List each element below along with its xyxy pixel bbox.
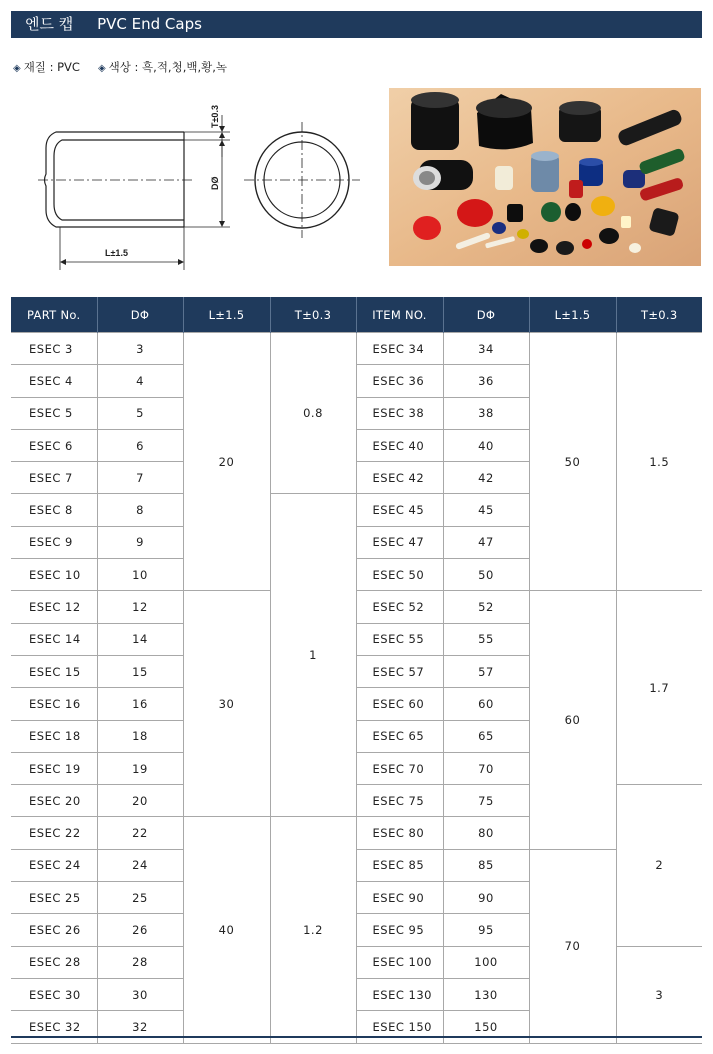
diameter-cell: 30 (97, 978, 183, 1010)
item-number-cell: ESEC 85 (356, 849, 443, 881)
diameter-cell: 50 (443, 559, 529, 591)
item-number-cell: ESEC 55 (356, 623, 443, 655)
length-cell: 30 (183, 591, 270, 817)
diameter-cell: 130 (443, 978, 529, 1010)
title-korean: 엔드 캡 (25, 15, 74, 33)
thickness-cell: 1 (270, 494, 356, 817)
diameter-cell: 16 (97, 688, 183, 720)
item-number-cell: ESEC 80 (356, 817, 443, 849)
part-number-cell: ESEC 19 (11, 752, 97, 784)
item-number-cell: ESEC 36 (356, 365, 443, 397)
diameter-cell: 75 (443, 785, 529, 817)
part-number-cell: ESEC 8 (11, 494, 97, 526)
length-cell: 50 (529, 333, 616, 591)
header-length: L±1.5 (183, 297, 270, 333)
diameter-cell: 5 (97, 397, 183, 429)
item-number-cell: ESEC 38 (356, 397, 443, 429)
item-number-cell: ESEC 47 (356, 526, 443, 558)
diameter-cell: 52 (443, 591, 529, 623)
part-number-cell: ESEC 20 (11, 785, 97, 817)
item-number-cell: ESEC 100 (356, 946, 443, 978)
header-part-no: PART No. (11, 297, 97, 333)
diameter-cell: 32 (97, 1011, 183, 1043)
part-number-cell: ESEC 9 (11, 526, 97, 558)
technical-drawing (32, 90, 362, 275)
thickness-cell: 1.2 (270, 817, 356, 1043)
spec-color: 색상 : 흑,적,청,백,황,녹 (108, 60, 227, 74)
length-label: L±1.5 (105, 248, 128, 258)
diameter-cell: 36 (443, 365, 529, 397)
part-number-cell: ESEC 25 (11, 882, 97, 914)
diameter-cell: 8 (97, 494, 183, 526)
diameter-cell: 42 (443, 462, 529, 494)
diameter-cell: 4 (97, 365, 183, 397)
diameter-cell: 57 (443, 655, 529, 687)
diameter-cell: 85 (443, 849, 529, 881)
diameter-cell: 12 (97, 591, 183, 623)
part-number-cell: ESEC 18 (11, 720, 97, 752)
diameter-cell: 60 (443, 688, 529, 720)
cap-side-view (45, 132, 185, 227)
diameter-cell: 80 (443, 817, 529, 849)
diameter-cell: 7 (97, 462, 183, 494)
diameter-cell: 65 (443, 720, 529, 752)
table-row (11, 333, 702, 365)
item-number-cell: ESEC 130 (356, 978, 443, 1010)
thickness-cell: 2 (616, 785, 702, 946)
spec-table-body (11, 333, 702, 1044)
item-number-cell: ESEC 150 (356, 1011, 443, 1043)
item-number-cell: ESEC 90 (356, 882, 443, 914)
part-number-cell: ESEC 28 (11, 946, 97, 978)
diameter-cell: 26 (97, 914, 183, 946)
diameter-cell: 15 (97, 655, 183, 687)
part-number-cell: ESEC 14 (11, 623, 97, 655)
diameter-cell: 34 (443, 333, 529, 365)
spec-table (11, 297, 702, 1044)
diameter-cell: 24 (97, 849, 183, 881)
diameter-cell: 18 (97, 720, 183, 752)
table-header-row (11, 297, 702, 333)
part-number-cell: ESEC 5 (11, 397, 97, 429)
diameter-cell: 22 (97, 817, 183, 849)
thickness-cell: 1.7 (616, 591, 702, 785)
length-cell: 20 (183, 333, 270, 591)
item-number-cell: ESEC 60 (356, 688, 443, 720)
part-number-cell: ESEC 32 (11, 1011, 97, 1043)
diameter-cell: 90 (443, 882, 529, 914)
diameter-cell: 25 (97, 882, 183, 914)
spec-line (13, 59, 227, 75)
diameter-cell: 70 (443, 752, 529, 784)
diameter-cell: 6 (97, 429, 183, 461)
part-number-cell: ESEC 15 (11, 655, 97, 687)
item-number-cell: ESEC 65 (356, 720, 443, 752)
diameter-cell: 10 (97, 559, 183, 591)
part-number-cell: ESEC 4 (11, 365, 97, 397)
item-number-cell: ESEC 42 (356, 462, 443, 494)
diameter-cell: 20 (97, 785, 183, 817)
item-number-cell: ESEC 50 (356, 559, 443, 591)
item-number-cell: ESEC 52 (356, 591, 443, 623)
header-thickness: T±0.3 (270, 297, 356, 333)
length-cell: 60 (529, 591, 616, 849)
spec-material: 재질 : PVC (23, 60, 80, 74)
diameter-cell: 9 (97, 526, 183, 558)
item-number-cell: ESEC 95 (356, 914, 443, 946)
table-row (11, 849, 702, 881)
length-cell: 40 (183, 817, 270, 1043)
part-number-cell: ESEC 10 (11, 559, 97, 591)
diameter-cell: 55 (443, 623, 529, 655)
diameter-cell: 100 (443, 946, 529, 978)
header-length: L±1.5 (529, 297, 616, 333)
thickness-cell: 0.8 (270, 333, 356, 494)
part-number-cell: ESEC 12 (11, 591, 97, 623)
part-number-cell: ESEC 26 (11, 914, 97, 946)
thickness-cell: 1.5 (616, 333, 702, 591)
diameter-cell: 40 (443, 429, 529, 461)
thickness-cell: 3 (616, 946, 702, 1043)
diameter-label: DØ (210, 176, 220, 190)
table-bottom-rule (11, 1036, 702, 1038)
part-number-cell: ESEC 24 (11, 849, 97, 881)
diameter-cell: 38 (443, 397, 529, 429)
part-number-cell: ESEC 22 (11, 817, 97, 849)
diamond-bullet-icon: ◈ (13, 63, 21, 74)
diameter-cell: 150 (443, 1011, 529, 1043)
part-number-cell: ESEC 3 (11, 333, 97, 365)
part-number-cell: ESEC 16 (11, 688, 97, 720)
header-thickness: T±0.3 (616, 297, 702, 333)
diameter-cell: 47 (443, 526, 529, 558)
item-number-cell: ESEC 75 (356, 785, 443, 817)
diamond-bullet-icon: ◈ (97, 63, 106, 74)
length-cell: 70 (529, 849, 616, 1043)
item-number-cell: ESEC 57 (356, 655, 443, 687)
part-number-cell: ESEC 30 (11, 978, 97, 1010)
diameter-cell: 14 (97, 623, 183, 655)
title-english: PVC End Caps (97, 15, 202, 33)
header-diameter: DΦ (97, 297, 183, 333)
header-item-no: ITEM NO. (356, 297, 443, 333)
diameter-cell: 3 (97, 333, 183, 365)
item-number-cell: ESEC 34 (356, 333, 443, 365)
item-number-cell: ESEC 45 (356, 494, 443, 526)
product-photo (389, 88, 701, 266)
page-title (11, 11, 702, 38)
thickness-label: T±0.3 (210, 105, 220, 128)
diameter-cell: 95 (443, 914, 529, 946)
header-diameter: DΦ (443, 297, 529, 333)
diameter-cell: 19 (97, 752, 183, 784)
part-number-cell: ESEC 7 (11, 462, 97, 494)
item-number-cell: ESEC 40 (356, 429, 443, 461)
table-row (11, 591, 702, 623)
diameter-cell: 45 (443, 494, 529, 526)
diameter-cell: 28 (97, 946, 183, 978)
item-number-cell: ESEC 70 (356, 752, 443, 784)
part-number-cell: ESEC 6 (11, 429, 97, 461)
